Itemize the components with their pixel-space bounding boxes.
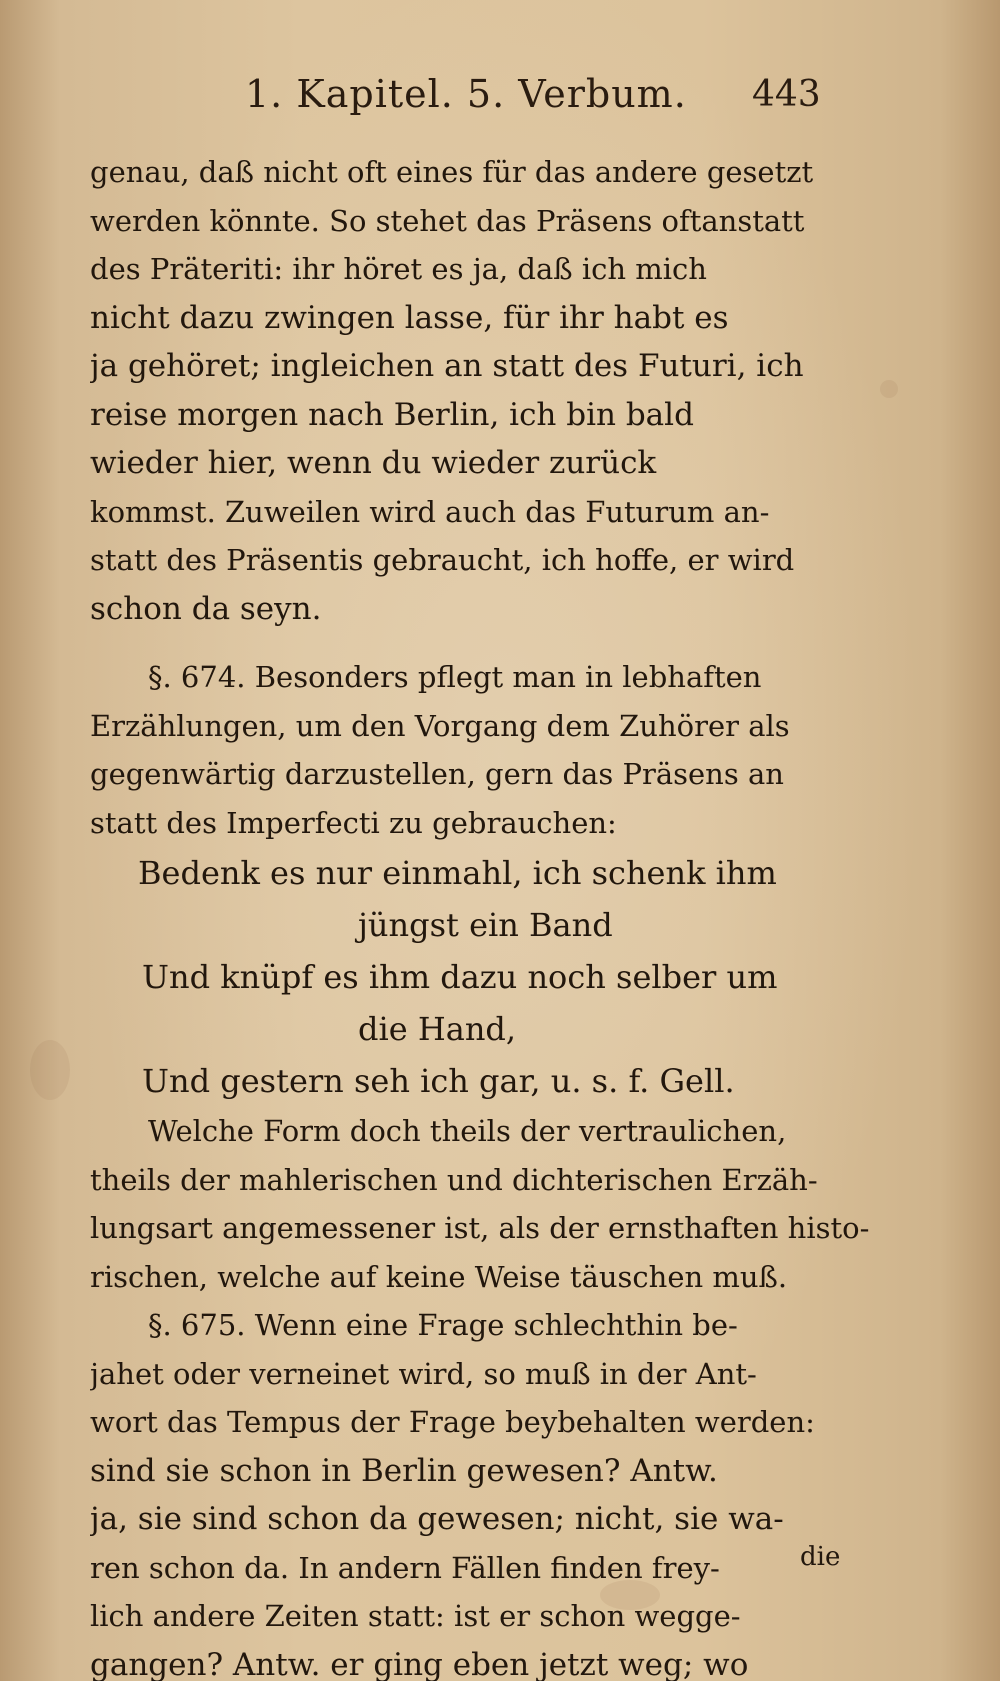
text-line: reise morgen nach Berlin, ich bin bald — [90, 396, 694, 433]
text-line: kommst. Zuweilen wird auch das Futurum an- — [90, 494, 770, 529]
section-674-first-line: §. 674. Besonders pflegt man in lebhaften — [148, 660, 762, 694]
text-line: ja gehöret; ingleichen an statt des Futuri, ich — [90, 348, 804, 384]
text-line: wieder hier, wenn du wieder zurück — [90, 445, 657, 481]
text-line: des Präteriti: ihr höret es ja, daß ich mich — [90, 252, 707, 286]
catchword: die — [800, 1542, 841, 1572]
text-line: wort das Tempus der Frage beybehalten werden: — [90, 1405, 815, 1439]
section-675-first-line: §. 675. Wenn eine Frage schlechthin be- — [148, 1308, 738, 1342]
page-header — [0, 72, 1000, 132]
paper-stain — [30, 1040, 70, 1100]
text-line: lich andere Zeiten statt: ist er schon wegge- — [90, 1599, 741, 1633]
text-line: werden könnte. So stehet das Präsens oftanstatt — [90, 203, 805, 238]
verse-line: die Hand, — [358, 1010, 517, 1048]
text-line: nicht dazu zwingen lasse, für ihr habt es — [90, 299, 729, 336]
verse-line: jüngst ein Band — [358, 906, 613, 944]
text-line: gegenwärtig darzustellen, gern das Präsens an — [90, 757, 784, 791]
text-line: theils der mahlerischen und dichterischen Erzäh- — [90, 1162, 818, 1197]
text-line: Welche Form doch theils der vertraulichen, — [148, 1114, 787, 1148]
text-line: jahet oder verneinet wird, so muß in der Ant- — [90, 1356, 757, 1391]
text-line: ren schon da. In andern Fällen finden frey- — [90, 1550, 720, 1585]
text-line: ja, sie sind schon da gewesen; nicht, sie wa- — [90, 1501, 784, 1537]
verse-line: Bedenk es nur einmahl, ich schenk ihm — [138, 854, 777, 892]
text-line: schon da seyn. — [90, 590, 322, 627]
verse-line: Und knüpf es ihm dazu noch selber um — [142, 958, 778, 996]
text-line: lungsart angemessener ist, als der ernsthaften histo- — [90, 1211, 870, 1245]
text-line: rischen, welche auf keine Weise täuschen muß. — [90, 1259, 788, 1294]
running-head: 1. Kapitel. 5. Verbum. — [245, 72, 687, 116]
text-line: gangen? Antw. er ging eben jetzt weg; wo — [90, 1646, 749, 1681]
page-number: 443 — [752, 74, 821, 115]
text-line: statt des Imperfecti zu gebrauchen: — [90, 805, 617, 840]
text-line: sind sie schon in Berlin gewesen? Antw. — [90, 1452, 718, 1489]
verse-line: Und gestern seh ich gar, u. s. f. Gell. — [142, 1062, 735, 1100]
text-line: genau, daß nicht oft eines für das andere gesetzt — [90, 155, 814, 189]
text-line: Erzählungen, um den Vorgang dem Zuhörer als — [90, 708, 790, 743]
page-body — [90, 148, 890, 1681]
text-line: statt des Präsentis gebraucht, ich hoffe, er wird — [90, 543, 795, 577]
